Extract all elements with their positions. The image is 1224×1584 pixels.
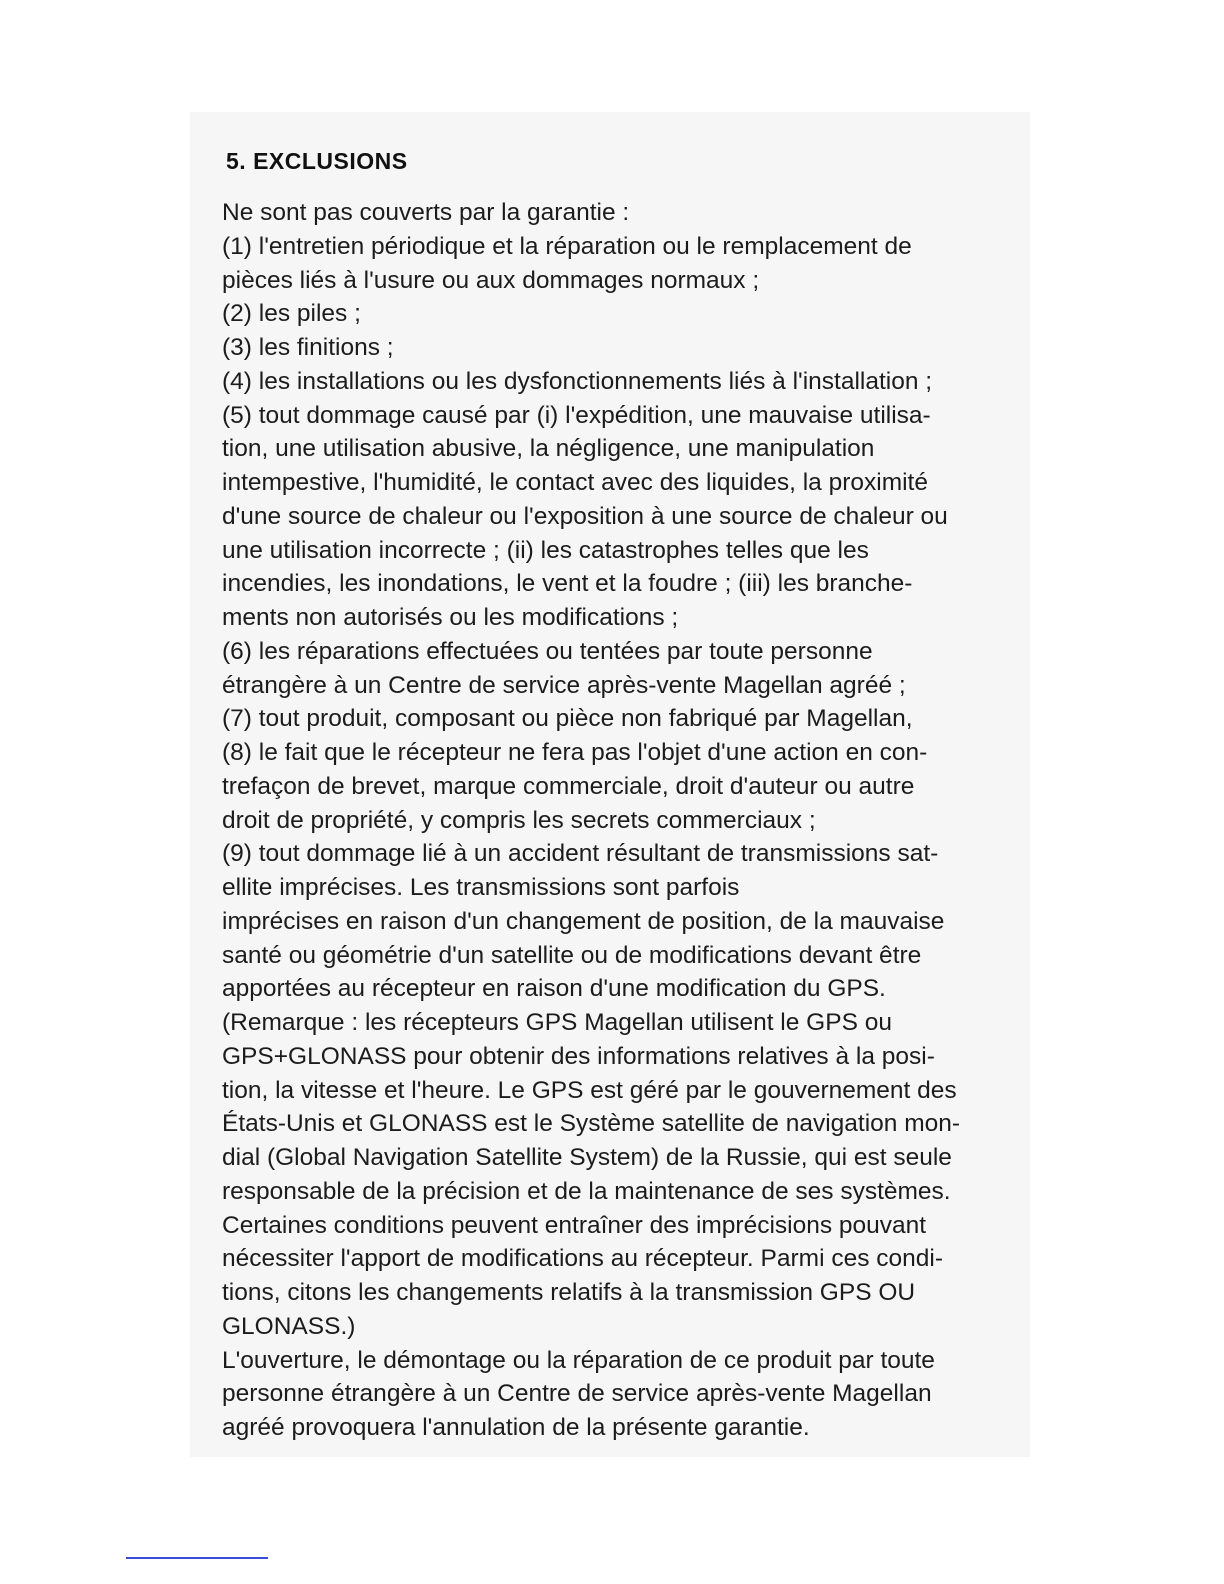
body-line: tions, citons les changements relatifs à la transmission GPS OU [222, 1279, 916, 1306]
body-line: (3) les finitions ; [222, 334, 394, 361]
body-line: santé ou géométrie d'un satellite ou de modifications devant être [222, 941, 922, 969]
body-line: étrangère à un Centre de service après-vente Magellan agréé ; [222, 671, 906, 699]
body-line: ments non autorisés ou les modifications ; [222, 604, 679, 631]
body-line: (2) les piles ; [222, 300, 361, 328]
footnote-divider [126, 1557, 268, 1559]
body-line: Ne sont pas couverts par la garantie : [222, 199, 630, 226]
body-line: pièces liés à l'usure ou aux dommages normaux ; [222, 266, 760, 294]
body-line: incendies, les inondations, le vent et la foudre ; (iii) les branche- [222, 570, 913, 598]
body-line: tion, la vitesse et l'heure. Le GPS est géré par le gouvernement des [222, 1076, 957, 1104]
body-line: intempestive, l'humidité, le contact avec des liquides, la proximité [222, 469, 928, 496]
body-line: tion, une utilisation abusive, la négligence, une manipulation [222, 435, 875, 463]
section-body [222, 196, 1042, 1445]
body-line: GLONASS.) [222, 1312, 356, 1340]
body-line: (4) les installations ou les dysfonctionnements liés à l'installation ; [222, 367, 933, 395]
body-line: (6) les réparations effectuées ou tentées par toute personne [222, 637, 873, 665]
body-line: Certaines conditions peuvent entraîner des imprécisions pouvant [222, 1211, 927, 1239]
body-line: apportées au récepteur en raison d'une modification du GPS. [222, 975, 886, 1003]
body-line: droit de propriété, y compris les secrets commerciaux ; [222, 806, 816, 834]
body-line: (9) tout dommage lié à un accident résultant de transmissions sat- [222, 840, 939, 868]
section-title: 5. EXCLUSIONS [226, 148, 408, 174]
body-line: nécessiter l'apport de modifications au récepteur. Parmi ces condi- [222, 1245, 943, 1273]
body-line: imprécises en raison d'un changement de position, de la mauvaise [222, 907, 945, 935]
body-line: États-Unis et GLONASS est le Système satellite de navigation mon- [222, 1110, 961, 1138]
body-line: personne étrangère à un Centre de service après-vente Magellan [222, 1380, 932, 1408]
body-line: trefaçon de brevet, marque commerciale, droit d'auteur ou autre [222, 772, 915, 800]
body-line: responsable de la précision et de la maintenance de ses systèmes. [222, 1177, 951, 1205]
body-line: dial (Global Navigation Satellite System) de la Russie, qui est seule [222, 1144, 952, 1171]
body-line: (Remarque : les récepteurs GPS Magellan utilisent le GPS ou [222, 1009, 892, 1036]
body-line: d'une source de chaleur ou l'exposition à une source de chaleur ou [222, 502, 948, 530]
body-line: L'ouverture, le démontage ou la réparation de ce produit par toute [222, 1346, 935, 1374]
body-line: ellite imprécises. Les transmissions sont parfois [222, 874, 740, 901]
body-line: (5) tout dommage causé par (i) l'expédition, une mauvaise utilisa- [222, 401, 931, 429]
body-line: (8) le fait que le récepteur ne fera pas l'objet d'une action en con- [222, 739, 928, 766]
body-line: agréé provoquera l'annulation de la présente garantie. [222, 1414, 810, 1441]
body-line: GPS+GLONASS pour obtenir des informations relatives à la posi- [222, 1042, 935, 1070]
body-line: (1) l'entretien périodique et la réparation ou le remplacement de [222, 232, 912, 260]
body-line: (7) tout produit, composant ou pièce non fabriqué par Magellan, [222, 705, 913, 733]
body-line: une utilisation incorrecte ; (ii) les catastrophes telles que les [222, 536, 869, 564]
